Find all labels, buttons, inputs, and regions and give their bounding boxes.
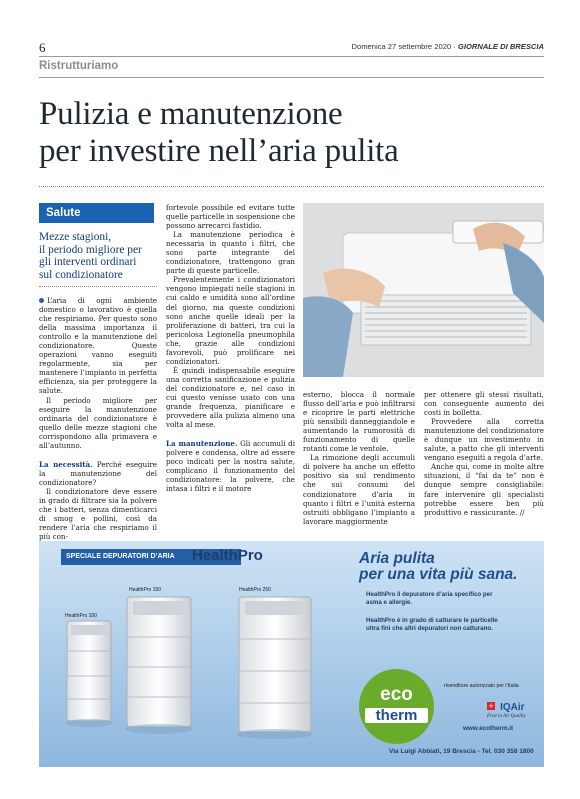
section-title: Ristrutturiamo (39, 60, 119, 72)
ecotherm-logo (359, 669, 434, 744)
headline-line-1: Pulizia e manutenzione (39, 96, 343, 132)
paragraph: Il periodo migliore per eseguire la manutenzione ordinaria del condizionatore è quello delle mezze stagioni che corrispondono alla primavera e all’autunno. (39, 395, 157, 450)
paragraph-text: Anche qui, come in molte altre situazioni, il “fai da te” non è dunque sempre consigliabile: fare intervenire gli specialisti potrebbe essere ben più produttivo e rassicurante. (424, 462, 544, 517)
ad-slogan (359, 551, 539, 583)
text-column-2 (166, 203, 295, 493)
subtitle-rule (39, 286, 157, 287)
paragraph: Il condizionatore deve essere in grado di filtrare sia la polvere che i batteri, senza dimenticarci di smog e pollini, così da rendere l’aria che respiriamo il più con- (39, 486, 157, 542)
article-subtitle (39, 231, 157, 281)
section-rule (39, 77, 544, 78)
authorized-dealer-text: rivenditore autorizzato per l’Italia (444, 683, 519, 689)
iqair-logo (487, 695, 539, 719)
subtitle-line: gli interventi ordinari (39, 256, 137, 268)
paragraph (39, 460, 157, 487)
slogan-line: Aria pulita (359, 550, 435, 567)
paragraph (424, 462, 544, 516)
air-conditioner-photo (303, 203, 544, 377)
model-label-150: HealthPro 150 (129, 587, 161, 593)
healthpro-advertisement[interactable] (39, 541, 544, 767)
subtitle-line: il periodo migliore per (39, 243, 142, 256)
article-headline (39, 96, 544, 170)
inline-heading: La necessità. (39, 459, 93, 469)
paragraph-text: Perché eseguire la manutenzione del condizionatore? (39, 459, 157, 487)
paragraph: esterno, blocca il normale flusso dell’aria e può infiltrarsi e ricoprire le parti elettriche più sensibili danneggiandole e aumentando la rumorosità di funzionamento di quelle rotanti come le ventole. (303, 390, 415, 454)
model-label-250: HealthPro 250 (239, 587, 271, 593)
paragraph: per ottenere gli stessi risultati, con conseguente aumento dei costi in bolletta. (424, 390, 544, 418)
ad-text-2: HealthPro è in grado di catturare le particelle ultra fini che altri depuratori non catturano. (366, 617, 498, 632)
technician-cleaning-ac-image (303, 203, 544, 377)
dealer-address: Via Luigi Abbiati, 19 Brescia - Tel. 030 358 1800 (389, 748, 534, 755)
text-column-3 (303, 390, 415, 526)
page-number: 6 (39, 40, 46, 55)
ad-text-1: HealthPro il depuratore d’aria specifico per asma e allergie. (366, 591, 493, 606)
bullet-icon (39, 298, 44, 303)
category-label: Salute (39, 203, 154, 223)
logo-eco-text: eco (380, 684, 413, 705)
paragraph: La manutenzione periodica è necessaria in quanto i filtri, che sono parte integrante del condizionatore, trattengono gran parte di queste particelle. (166, 230, 295, 276)
newspaper-name: GIORNALE DI BRESCIA (457, 42, 544, 51)
end-mark: // (519, 507, 525, 517)
air-purifiers-image (39, 541, 339, 767)
subtitle-line: sul condizionatore (39, 268, 123, 281)
inline-heading: La manutenzione. (166, 439, 238, 449)
paragraph: Provvedere alla corretta manutenzione del condizionatore è dunque un investimento in salute, a patto che gli interventi vengano eseguiti a regola d’arte. (424, 417, 544, 463)
paragraph-text: L’aria di ogni ambiente domestico o lavorativo è quella che respiriamo. Per questo sono della massima importanza il controllo e la manutenzione del condizionatore. Queste operazioni vanno eseguiti regolarmente, sia per mantenere l’impianto in perfetta efficienza, sia per proteggere la salute. (39, 296, 157, 396)
ad-banner: SPECIALE DEPURATORI D’ARIA (61, 549, 241, 565)
iqair-tagline: First in Air Quality (487, 714, 526, 719)
header-rule (39, 56, 544, 57)
issue-date: Domenica 27 settembre 2020 (351, 42, 452, 51)
text-column-1 (39, 296, 157, 541)
ad-brand-name: HealthPro (192, 547, 263, 564)
paragraph (39, 296, 157, 396)
slogan-line: per una vita più sana. (359, 566, 518, 583)
headline-rule (39, 186, 544, 187)
model-label-100: HealthPro 100 (65, 613, 97, 619)
page-header (39, 40, 544, 54)
paragraph (166, 439, 295, 493)
logo-therm-text: therm (365, 708, 428, 723)
issue-date-line (352, 42, 544, 51)
paragraph: Prevalentemente i condizionatori vengono impiegati nelle stagioni in cui caldo e umidità sono all’ordine del giorno, ma queste condizioni sono anche quelle ideali per la proliferazione di batteri, tra cui la pericolosa Legionella pneumophila che, grazie alle condizioni favorevoli, può prolificare nei condizionatori. (166, 275, 295, 366)
swiss-cross-icon: + (488, 701, 494, 710)
headline-line-2: per investire nell’aria pulita (39, 133, 399, 169)
text-column-4 (424, 390, 544, 517)
paragraph-text: Gli accumuli di polvere e condensa, oltre ad essere poco indicati per la nostra salute, complicano il funzionamento del condizionatore: la polvere, che intasa i filtri e il motore (166, 439, 295, 494)
iqair-name: IQAir (500, 702, 525, 713)
separator: · (453, 42, 456, 51)
website-link[interactable]: www.ecotherm.it (463, 725, 514, 732)
paragraph: La rimozione degli accumuli di polvere ha anche un effetto positivo sia sul rendimento che sui consumi del condizionatore d’aria in quanto i filtri e l’unità esterna ostruiti obbligano l’impianto a lavorare maggiormente (303, 453, 415, 526)
paragraph: fortevole possibile ed evitare tutte quelle particelle in sospensione che possono arrecarci fastidio. (166, 203, 295, 231)
paragraph: È quindi indispensabile eseguire una corretta sanificazione e pulizia del condizionatore e, nel caso in cui questo venisse usato con una grande frequenza, pianificare e provvedere alla pulizia almeno una volta al mese. (166, 365, 295, 430)
subtitle-line: Mezze stagioni, (39, 231, 112, 243)
